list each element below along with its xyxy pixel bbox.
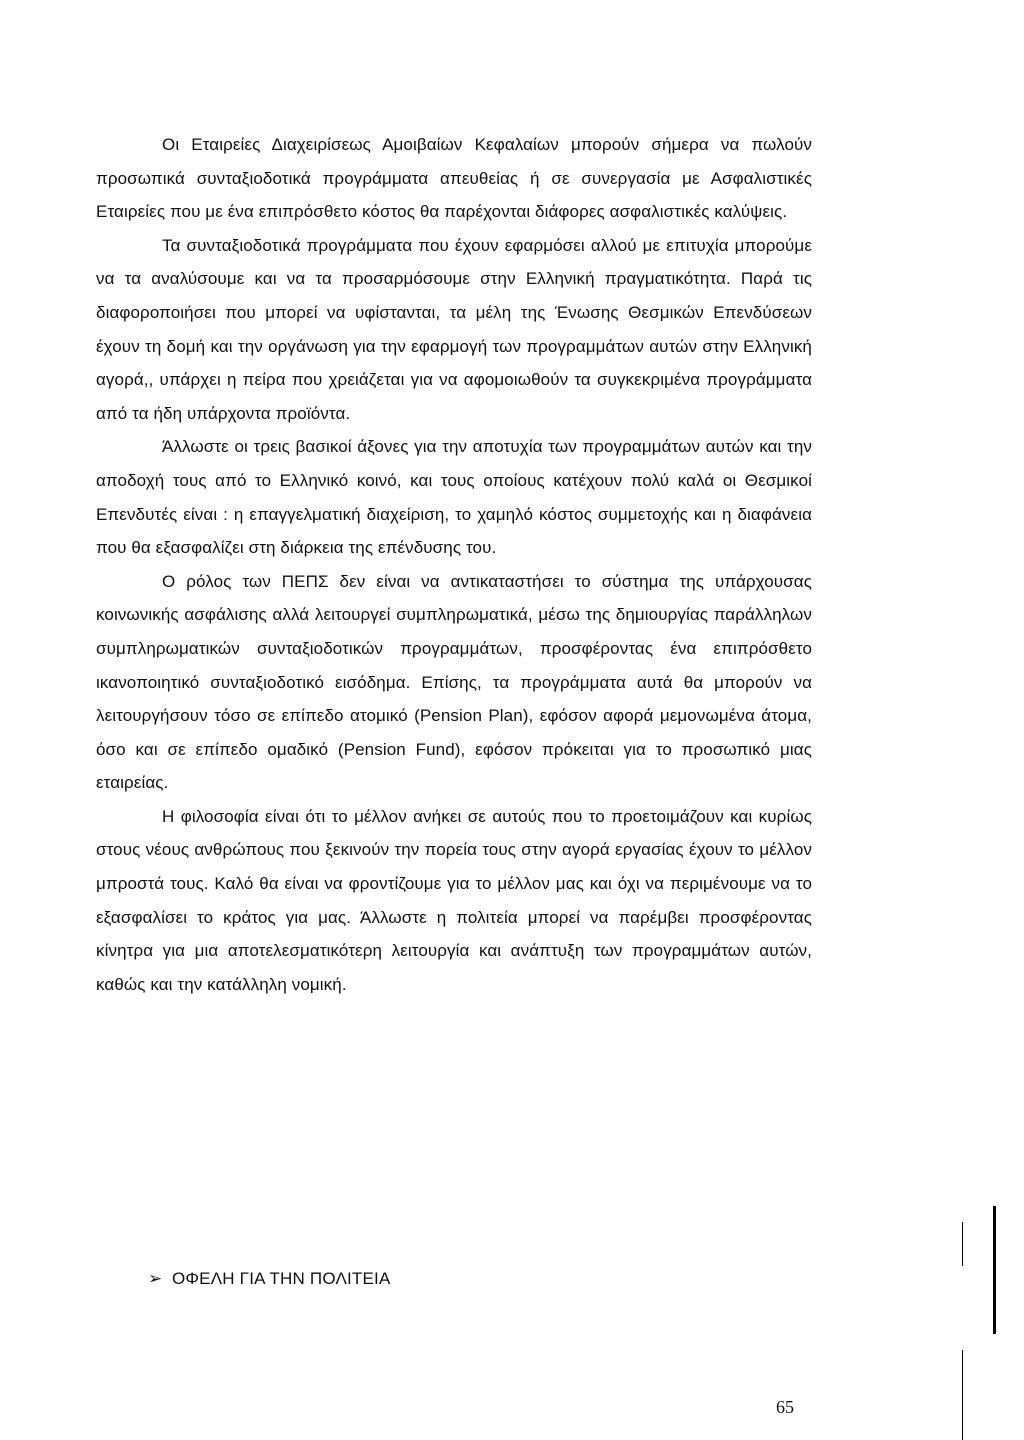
arrow-bullet-icon: ➢	[148, 1269, 163, 1288]
page-number: 65	[776, 1397, 794, 1417]
paragraph-philosophy: Η φιλοσοφία είναι ότι το μέλλον ανήκει σε αυτούς που το προετοιμάζουν και κυρίως στους νέους ανθρώπους που ξεκινούν την πορεία τους στην αγορά εργασίας έχουν το μέλλον μπροστά τους. Καλό θα είναι να φροντίζουμε για το μέλλον μας και όχι να περιμένουμε να το εξασφαλίσει το κράτος για μας. Άλλωστε η πολιτεία μπορεί να παρέμβει προσφέροντας κίνητρα για μια αποτελεσματικότερη λειτουργία και ανάπτυξη των προγραμμάτων αυτών, καθώς και την κατάλληλη νομική.	[96, 806, 812, 994]
paragraph-pension-programs: Τα συνταξιοδοτικά προγράμματα που έχουν εφαρμόσει αλλού με επιτυχία μπορούμε να τα αναλύσουμε και να τα προσαρμόσουμε στην Ελληνική πραγματικότητα. Παρά τις διαφοροποιήσει που μπορεί να υφίστανται, τα μέλη της Ένωσης Θεσμικών Επενδύσεων έχουν τη δομή και την οργάνωση για την εφαρμογή των προγραμμάτων αυτών στην Ελληνική αγορά,, υπάρχει η πείρα που χρειάζεται για να αφομοιωθούν τα συγκεκριμένα προγράμματα από τα ήδη υπάρχοντα προϊόντα.	[96, 235, 812, 423]
paragraph-three-axes: Άλλωστε οι τρεις βασικοί άξονες για την αποτυχία των προγραμμάτων αυτών και την αποδοχή τους από το Ελληνικό κοινό, και τους οποίους κατέχουν πολύ καλά οι Θεσμικοί Επενδυτές είναι : η επαγγελματική διαχείριση, το χαμηλό κόστος συμμετοχής και η διαφάνεια που θα εξασφαλίζει στη διάρκεια της επένδυσης του.	[96, 437, 812, 558]
margin-rule-thin-bottom	[962, 1350, 963, 1440]
margin-rule-thin	[962, 1222, 963, 1266]
margin-rule	[993, 1206, 996, 1334]
body-text	[96, 128, 812, 1001]
section-heading	[148, 1262, 391, 1295]
paragraph-role-of-peps: Ο ρόλος των ΠΕΠΣ δεν είναι να αντικαταστήσει το σύστημα της υπάρχουσας κοινωνικής ασφάλισης αλλά λειτουργεί συμπληρωματικά, μέσω της δημιουργίας παράλληλων συμπληρωματικών συνταξιοδοτικών προγραμμάτων, προσφέροντας ένα επιπρόσθετο ικανοποιητικό συνταξιοδοτικό εισόδημα. Επίσης, τα προγράμματα αυτά θα μπορούν να λειτουργήσουν τόσο σε επίπεδο ατομικό (Pension Plan), εφόσον αφορά μεμονωμένα άτομα, όσο και σε επίπεδο ομαδικό (Pension Fund), εφόσον πρόκειται για το προσωπικό μιας εταιρείας.	[96, 571, 812, 793]
paragraph-asset-management: Οι Εταιρείες Διαχειρίσεως Αμοιβαίων Κεφαλαίων μπορούν σήμερα να πωλούν προσωπικά συνταξιοδοτικά προγράμματα απευθείας ή σε συνεργασία με Ασφαλιστικές Εταιρείες που με ένα επιπρόσθετο κόστος θα παρέχονται διάφορες ασφαλιστικές καλύψεις.	[96, 135, 812, 222]
section-heading-text: ΟΦΕΛΗ ΓΙΑ ΤΗΝ ΠΟΛΙΤΕΙΑ	[172, 1269, 391, 1288]
